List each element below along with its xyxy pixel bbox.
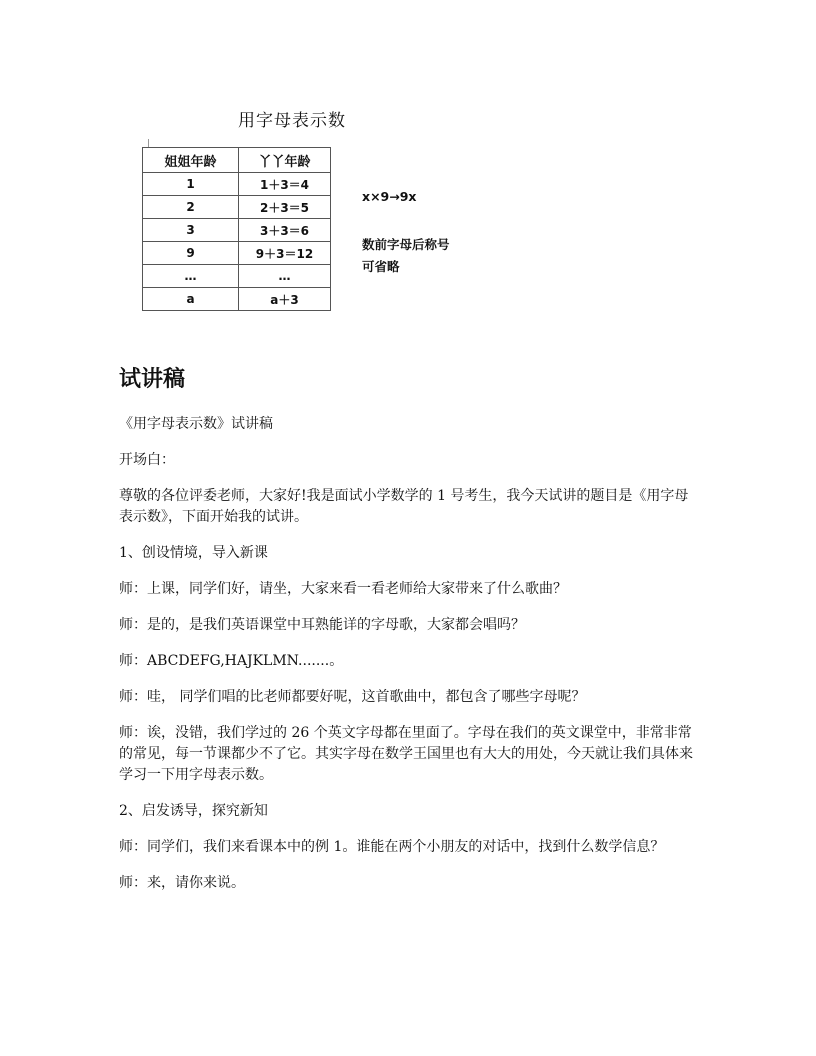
table-row — [143, 196, 331, 219]
table-row — [143, 173, 331, 196]
table-cell: … — [143, 265, 239, 288]
paragraph: 师：来，请你来说。 — [119, 875, 245, 891]
paragraph: 师：同学们，我们来看课本中的例 1。谁能在两个小朋友的对话中，找到什么数学信息？ — [119, 839, 665, 855]
table-row — [143, 288, 331, 311]
table-cell: 9 — [143, 242, 239, 265]
table-cell: 1＋3＝4 — [239, 173, 331, 196]
paragraph: 1、创设情境，导入新课 — [119, 545, 268, 561]
table-cell: 9＋3＝12 — [239, 242, 331, 265]
table-header-row — [143, 148, 331, 173]
table-cell: a＋3 — [239, 288, 331, 311]
table-row — [143, 242, 331, 265]
board-title: 用字母表示数 — [238, 111, 346, 131]
paragraph: 尊敬的各位评委老师，大家好!我是面试小学数学的 1 号考生，我今天试讲的题目是《用字母表示数》，下面开始我的试讲。 — [119, 488, 689, 525]
paragraph: 《用字母表示数》试讲稿 — [119, 416, 273, 432]
table-corner-mark — [148, 139, 149, 147]
table-cell: 3＋3＝6 — [239, 219, 331, 242]
table-cell: a — [143, 288, 239, 311]
header-yaya-age: 丫丫年龄 — [239, 148, 331, 173]
section-heading: 试讲稿 — [119, 367, 186, 392]
table-cell: 1 — [143, 173, 239, 196]
table-row — [143, 265, 331, 288]
note-omit-sign: 数前字母后称号可省略 — [362, 237, 450, 274]
paragraph: 师：是的，是我们英语课堂中耳熟能详的字母歌，大家都会唱吗？ — [119, 617, 525, 633]
paragraph: 师：诶，没错，我们学过的 26 个英文字母都在里面了。字母在我们的英文课堂中，非常非常的常见，每一节课都少不了它。其实字母在数学王国里也有大大的用处，今天就让我们具体来学习一下用字母表示数。 — [119, 725, 693, 783]
paragraph: 师：ABCDEFG,HAJKLMN.......。 — [119, 653, 344, 669]
table-cell: 2 — [143, 196, 239, 219]
paragraph: 师：上课，同学们好，请坐，大家来看一看老师给大家带来了什么歌曲？ — [119, 581, 567, 597]
paragraph: 师：哇， 同学们唱的比老师都要好呢，这首歌曲中，都包含了哪些字母呢？ — [119, 689, 586, 705]
table-cell: 3 — [143, 219, 239, 242]
header-sister-age: 姐姐年龄 — [143, 148, 239, 173]
table-cell: … — [239, 265, 331, 288]
table-row — [143, 219, 331, 242]
age-table — [142, 147, 331, 311]
paragraph: 2、启发诱导，探究新知 — [119, 803, 268, 819]
lecture-script — [119, 414, 701, 909]
table-cell: 2＋3＝5 — [239, 196, 331, 219]
paragraph: 开场白： — [119, 452, 175, 468]
note-formula: x×9→9x — [362, 189, 417, 204]
